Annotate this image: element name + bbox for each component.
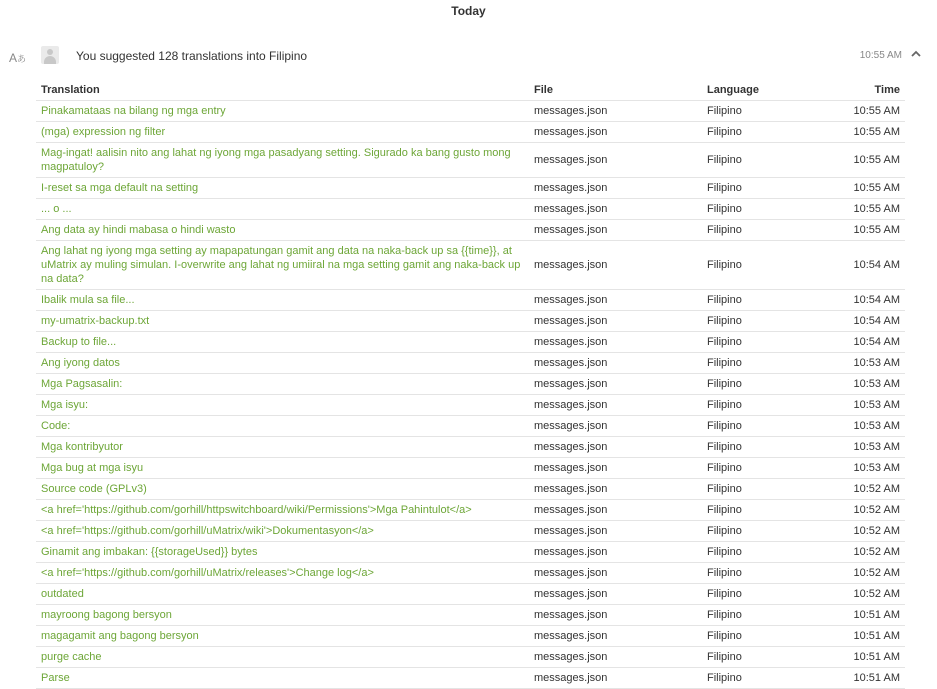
table-row [36, 311, 905, 332]
language-cell: Filipino [702, 458, 832, 479]
translation-cell [36, 437, 529, 458]
time-cell: 10:55 AM [832, 143, 905, 178]
table-row [36, 416, 905, 437]
translation-link[interactable]: Backup to file... [41, 336, 117, 348]
time-cell: 10:52 AM [832, 584, 905, 605]
time-cell: 10:55 AM [832, 101, 905, 122]
translate-icon: A あ [9, 51, 27, 65]
activity-summary: You suggested 128 translations into Filipino [76, 49, 308, 63]
table-row [36, 353, 905, 374]
translation-cell [36, 605, 529, 626]
translation-link[interactable]: Source code (GPLv3) [41, 483, 147, 495]
table-row [36, 542, 905, 563]
translation-link[interactable]: <a href='https://github.com/gorhill/uMatrix/wiki'>Dokumentasyon</a> [41, 525, 374, 537]
translation-link[interactable]: mayroong bagong bersyon [41, 609, 172, 621]
language-cell: Filipino [702, 437, 832, 458]
time-cell: 10:54 AM [832, 241, 905, 290]
translation-link[interactable]: (mga) expression ng filter [41, 126, 166, 138]
table-row [36, 220, 905, 241]
translation-cell [36, 241, 529, 290]
language-cell: Filipino [702, 668, 832, 689]
translation-cell [36, 143, 529, 178]
translation-link[interactable]: Ang data ay hindi mabasa o hindi wasto [41, 224, 236, 236]
translation-cell [36, 220, 529, 241]
translation-link[interactable]: Pinakamataas na bilang ng mga entry [41, 105, 226, 117]
language-cell: Filipino [702, 241, 832, 290]
table-row [36, 178, 905, 199]
translation-link[interactable]: Ang lahat ng iyong mga setting ay mapapatungan gamit ang data na naka-back up sa {{time}}, at uMatrix ay muling simulan. I-overwrite ang lahat ng umiiral na mga setting gamit ang naka-back up na data? [41, 245, 521, 285]
file-cell: messages.json [529, 311, 702, 332]
table-row [36, 332, 905, 353]
file-cell: messages.json [529, 178, 702, 199]
translation-link[interactable]: magagamit ang bagong bersyon [41, 630, 199, 642]
file-cell: messages.json [529, 437, 702, 458]
file-cell: messages.json [529, 290, 702, 311]
day-header: Today [451, 4, 486, 18]
time-cell: 10:51 AM [832, 605, 905, 626]
translation-cell [36, 647, 529, 668]
time-cell: 10:54 AM [832, 311, 905, 332]
translation-link[interactable]: Ginamit ang imbakan: {{storageUsed}} bytes [41, 546, 258, 558]
column-header-language: Language [702, 80, 832, 101]
translation-link[interactable]: Mga isyu: [41, 399, 89, 411]
column-header-file: File [529, 80, 702, 101]
language-cell: Filipino [702, 374, 832, 395]
translation-cell [36, 395, 529, 416]
translation-cell [36, 542, 529, 563]
language-cell: Filipino [702, 521, 832, 542]
translation-cell [36, 290, 529, 311]
table-row [36, 626, 905, 647]
language-cell: Filipino [702, 626, 832, 647]
time-cell: 10:54 AM [832, 332, 905, 353]
translation-cell [36, 584, 529, 605]
translations-table [36, 80, 905, 689]
time-cell: 10:52 AM [832, 563, 905, 584]
translation-link[interactable]: Parse [41, 672, 70, 684]
table-row [36, 437, 905, 458]
translation-link[interactable]: purge cache [41, 651, 102, 663]
translation-link[interactable]: I-reset sa mga default na setting [41, 182, 199, 194]
language-cell: Filipino [702, 290, 832, 311]
activity-time: 10:55 AM [859, 50, 902, 61]
file-cell: messages.json [529, 479, 702, 500]
translation-link[interactable]: outdated [41, 588, 84, 600]
table-row [36, 500, 905, 521]
time-cell: 10:55 AM [832, 122, 905, 143]
time-cell: 10:53 AM [832, 374, 905, 395]
translation-link[interactable]: my-umatrix-backup.txt [41, 315, 150, 327]
file-cell: messages.json [529, 647, 702, 668]
translation-link[interactable]: Mga bug at mga isyu [41, 462, 144, 474]
translation-cell [36, 332, 529, 353]
language-cell: Filipino [702, 122, 832, 143]
translation-cell [36, 626, 529, 647]
file-cell: messages.json [529, 458, 702, 479]
time-cell: 10:53 AM [832, 353, 905, 374]
file-cell: messages.json [529, 542, 702, 563]
table-header-row [36, 80, 905, 101]
translation-link[interactable]: <a href='https://github.com/gorhill/httpswitchboard/wiki/Permissions'>Mga Pahintulot</a> [41, 504, 472, 516]
table-row [36, 395, 905, 416]
file-cell: messages.json [529, 122, 702, 143]
time-cell: 10:52 AM [832, 521, 905, 542]
file-cell: messages.json [529, 395, 702, 416]
file-cell: messages.json [529, 563, 702, 584]
file-cell: messages.json [529, 521, 702, 542]
table-row [36, 521, 905, 542]
table-row [36, 668, 905, 689]
translation-cell [36, 122, 529, 143]
translation-cell [36, 668, 529, 689]
file-cell: messages.json [529, 500, 702, 521]
time-cell: 10:52 AM [832, 542, 905, 563]
file-cell: messages.json [529, 220, 702, 241]
translation-link[interactable]: Code: [41, 420, 71, 432]
table-row [36, 605, 905, 626]
table-row [36, 122, 905, 143]
translation-link[interactable]: ... o ... [41, 203, 72, 215]
file-cell: messages.json [529, 332, 702, 353]
language-cell: Filipino [702, 563, 832, 584]
table-row [36, 199, 905, 220]
file-cell: messages.json [529, 101, 702, 122]
language-cell: Filipino [702, 178, 832, 199]
table-row [36, 101, 905, 122]
language-cell: Filipino [702, 542, 832, 563]
translation-cell [36, 101, 529, 122]
file-cell: messages.json [529, 353, 702, 374]
chevron-up-icon[interactable] [909, 47, 923, 61]
translation-cell [36, 353, 529, 374]
time-cell: 10:54 AM [832, 290, 905, 311]
language-cell: Filipino [702, 199, 832, 220]
translation-cell [36, 199, 529, 220]
user-avatar-icon[interactable] [41, 46, 59, 64]
translation-link[interactable]: Mga Pagsasalin: [41, 378, 123, 390]
column-header-translation: Translation [36, 80, 529, 101]
translation-cell [36, 311, 529, 332]
translation-cell [36, 500, 529, 521]
file-cell: messages.json [529, 626, 702, 647]
translation-cell [36, 178, 529, 199]
language-cell: Filipino [702, 416, 832, 437]
table-row [36, 458, 905, 479]
time-cell: 10:55 AM [832, 178, 905, 199]
time-cell: 10:53 AM [832, 437, 905, 458]
time-cell: 10:52 AM [832, 479, 905, 500]
table-row [36, 143, 905, 178]
translation-link[interactable]: Mag-ingat! aalisin nito ang lahat ng iyong mga pasadyang setting. Sigurado ka bang gusto mong magpatuloy? [41, 147, 511, 173]
file-cell: messages.json [529, 241, 702, 290]
language-cell: Filipino [702, 220, 832, 241]
language-cell: Filipino [702, 479, 832, 500]
translation-cell [36, 374, 529, 395]
file-cell: messages.json [529, 668, 702, 689]
table-row [36, 479, 905, 500]
time-cell: 10:52 AM [832, 500, 905, 521]
time-cell: 10:51 AM [832, 626, 905, 647]
file-cell: messages.json [529, 199, 702, 220]
file-cell: messages.json [529, 605, 702, 626]
language-cell: Filipino [702, 605, 832, 626]
language-cell: Filipino [702, 311, 832, 332]
translation-link[interactable]: Mga kontribyutor [41, 441, 123, 453]
language-cell: Filipino [702, 353, 832, 374]
time-cell: 10:51 AM [832, 668, 905, 689]
file-cell: messages.json [529, 584, 702, 605]
table-row [36, 241, 905, 290]
translation-link[interactable]: Ibalik mula sa file... [41, 294, 135, 306]
translation-link[interactable]: Ang iyong datos [41, 357, 120, 369]
language-cell: Filipino [702, 143, 832, 178]
language-cell: Filipino [702, 101, 832, 122]
table-row [36, 584, 905, 605]
time-cell: 10:51 AM [832, 647, 905, 668]
time-cell: 10:53 AM [832, 416, 905, 437]
translation-link[interactable]: <a href='https://github.com/gorhill/uMatrix/releases'>Change log</a> [41, 567, 374, 579]
translation-cell [36, 458, 529, 479]
time-cell: 10:55 AM [832, 220, 905, 241]
time-cell: 10:53 AM [832, 458, 905, 479]
file-cell: messages.json [529, 416, 702, 437]
file-cell: messages.json [529, 143, 702, 178]
translation-cell [36, 563, 529, 584]
translation-cell [36, 521, 529, 542]
language-cell: Filipino [702, 332, 832, 353]
translation-cell [36, 479, 529, 500]
table-row [36, 563, 905, 584]
file-cell: messages.json [529, 374, 702, 395]
translation-cell [36, 416, 529, 437]
language-cell: Filipino [702, 395, 832, 416]
table-row [36, 374, 905, 395]
table-row [36, 647, 905, 668]
language-cell: Filipino [702, 584, 832, 605]
time-cell: 10:55 AM [832, 199, 905, 220]
column-header-time: Time [832, 80, 905, 101]
activity-entry [0, 44, 937, 68]
table-row [36, 290, 905, 311]
time-cell: 10:53 AM [832, 395, 905, 416]
language-cell: Filipino [702, 500, 832, 521]
language-cell: Filipino [702, 647, 832, 668]
